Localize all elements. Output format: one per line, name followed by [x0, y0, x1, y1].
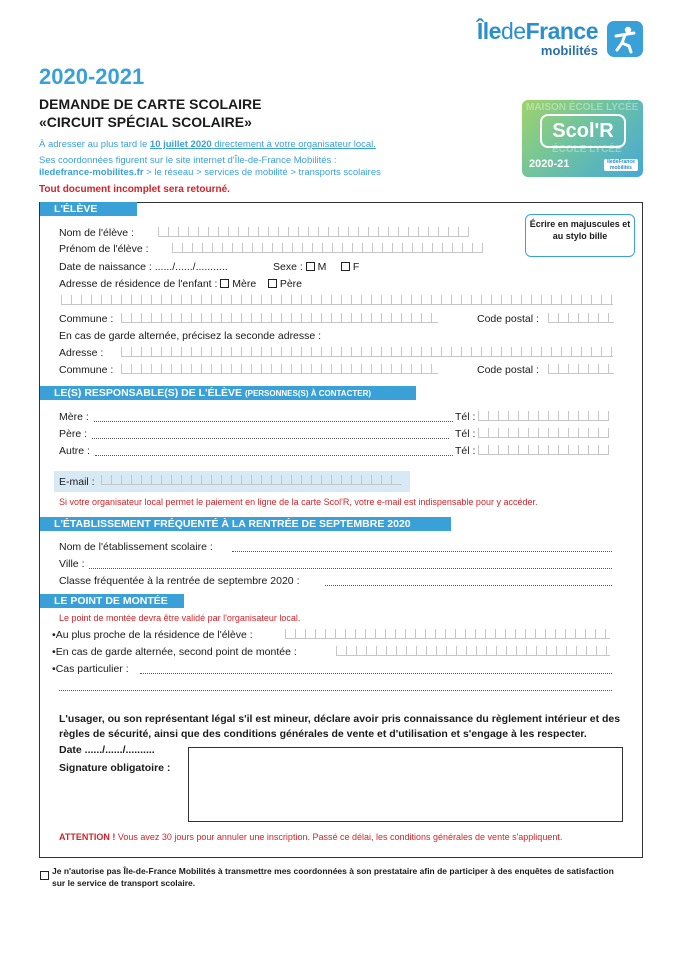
sexe-label: Sexe :: [273, 261, 303, 273]
signature-label: Signature obligatoire :: [59, 762, 171, 774]
attention-note: [59, 832, 562, 842]
sexe-f-label: F: [352, 261, 360, 273]
website-breadcrumb: > le réseau > services de mobilité > transports scolaires: [143, 167, 381, 178]
adresse-field[interactable]: [61, 295, 613, 305]
prenom-field[interactable]: [172, 243, 483, 253]
person-running-icon: [607, 21, 643, 57]
proche-label: •Au plus proche de la résidence de l'élève :: [52, 629, 253, 641]
page-title: DEMANDE DE CARTE SCOLAIRE: [39, 96, 262, 112]
commune2-label: Commune :: [59, 364, 114, 376]
garde-label: En cas de garde alternée, précisez la seconde adresse :: [59, 330, 322, 342]
optout-checkbox[interactable]: [40, 866, 49, 884]
garde-montee-text: En cas de garde alternée, second point de montée :: [55, 646, 297, 658]
pere-label: Père: [279, 278, 303, 290]
attention-text: Vous avez 30 jours pour annuler une inscription. Passé ce délai, les conditions générales de vente s'appliquent.: [115, 832, 563, 842]
commune-field[interactable]: [121, 313, 438, 323]
responsables-title: LE(S) RESPONSABLE(S) DE L'ÉLÈVE: [54, 387, 243, 399]
tel-mere-label: Tél :: [455, 411, 476, 423]
email-note: Si votre organisateur local permet le paiement en ligne de la carte Scol'R, votre e-mail est indispensable pour y accéder.: [59, 497, 538, 507]
adresse2-field[interactable]: [121, 347, 613, 357]
commune2-field[interactable]: [121, 364, 438, 374]
etab-nom-label: Nom de l'établissement scolaire :: [59, 541, 213, 553]
code-postal2-label: Code postal :: [477, 364, 539, 376]
logo-ile: Île: [476, 18, 501, 44]
ville-label: Ville :: [59, 558, 85, 570]
resp-autre-label: Autre :: [59, 445, 90, 457]
pere-checkbox[interactable]: [268, 279, 277, 288]
classe-label: Classe fréquentée à la rentrée de septembre 2020 :: [59, 575, 300, 587]
logo-subtitle: mobilités: [540, 43, 598, 58]
code-postal-field[interactable]: [548, 313, 614, 323]
mere-label: Mère: [232, 278, 257, 290]
adresse2-label: Adresse :: [59, 347, 104, 359]
adresse-group: [59, 278, 302, 290]
resp-mere-label: Mère :: [59, 411, 89, 423]
resp-pere-label: Père :: [59, 428, 88, 440]
card-year: 2020-21: [529, 158, 570, 170]
signature-box[interactable]: [188, 747, 623, 822]
tel-pere-label: Tél :: [455, 428, 476, 440]
deadline-info: [39, 139, 376, 150]
proche-text: Au plus proche de la résidence de l'élève :: [55, 629, 253, 641]
montee-note: Le point de montée devra être validé par l'organisateur local.: [59, 613, 301, 623]
tel-autre-label: Tél :: [455, 445, 476, 457]
naissance-field[interactable]: Date de naissance : ....../....../...........: [59, 261, 228, 273]
deadline-date: 10 juillet 2020: [149, 139, 212, 150]
nom-field[interactable]: [158, 227, 469, 237]
code-postal-label: Code postal :: [477, 313, 539, 325]
card-bg-text-2: ÉCOLE LYCÉE: [552, 144, 622, 155]
sexe-f-checkbox[interactable]: [341, 262, 350, 271]
tel-pere-field[interactable]: [478, 428, 609, 438]
garde-montee-field[interactable]: [336, 646, 610, 656]
date-field[interactable]: Date ....../....../..........: [59, 744, 155, 756]
deadline-prefix: À adresser au plus tard le: [39, 139, 150, 150]
card-mini-logo: ÎledeFrance mobilités: [604, 159, 638, 171]
scolr-logo: Scol'R: [540, 114, 626, 148]
website-link[interactable]: iledefrance-mobilites.fr: [39, 167, 144, 178]
mere-checkbox[interactable]: [220, 279, 229, 288]
caps-note: Écrire en majuscules et au stylo bille: [525, 214, 635, 257]
deadline-suffix: directement à votre organisateur local.: [211, 139, 376, 150]
email-label: E-mail :: [59, 476, 95, 488]
sexe-group: [273, 261, 359, 273]
tel-mere-field[interactable]: [478, 411, 609, 421]
brand-logo: [458, 20, 598, 57]
logo-france: France: [525, 18, 598, 44]
resp-mere-field[interactable]: [94, 413, 453, 422]
section-etablissement: L'ÉTABLISSEMENT FRÉQUENTÉ À LA RENTRÉE DE SEPTEMBRE 2020: [40, 517, 451, 531]
scolr-card-image: [522, 100, 643, 177]
garde-montee-label: •En cas de garde alternée, second point de montée :: [52, 646, 297, 658]
incomplete-warning: Tout document incomplet sera retourné.: [39, 184, 230, 195]
contact-info: Ses coordonnées figurent sur le site internet d'Île-de-France Mobilités :: [39, 155, 337, 166]
resp-autre-field[interactable]: [95, 447, 453, 456]
resp-pere-field[interactable]: [92, 430, 449, 439]
section-responsables: [40, 386, 416, 400]
adresse-label: Adresse de résidence de l'enfant :: [59, 278, 218, 290]
proche-field[interactable]: [285, 629, 610, 639]
particulier-label: •Cas particulier :: [52, 663, 129, 675]
etab-nom-field[interactable]: [232, 543, 612, 552]
school-year: 2020-2021: [39, 64, 145, 89]
declaration-text: L'usager, ou son représentant légal s'il est mineur, déclare avoir pris connaissance du règlement intérieur et des règles de sécurité, ainsi que des conditions générales de vente et d'utilisation et s'engage à les respecter.: [59, 713, 621, 740]
sexe-m-label: M: [317, 261, 327, 273]
optout-text: Je n'autorise pas Île-de-France Mobilités à transmettre mes coordonnées à son prestataire afin de participer à des enquêtes de satisfaction sur le service de transport scolaire.: [52, 866, 614, 888]
logo-de: de: [500, 18, 526, 44]
code-postal2-field[interactable]: [548, 364, 614, 374]
website-path: [39, 167, 381, 178]
nom-label: Nom de l'élève :: [59, 227, 134, 239]
email-field[interactable]: [101, 475, 401, 485]
section-eleve: L'ÉLÈVE: [40, 202, 137, 216]
page-subtitle: «CIRCUIT SPÉCIAL SCOLAIRE»: [39, 114, 252, 130]
prenom-label: Prénom de l'élève :: [59, 243, 149, 255]
particulier-text: Cas particulier :: [55, 663, 129, 675]
commune-label: Commune :: [59, 313, 114, 325]
section-point-montee: LE POINT DE MONTÉE: [40, 594, 184, 608]
card-bg-text: MAISON ÉCOLE LYCÉE: [526, 102, 639, 113]
sexe-m-checkbox[interactable]: [306, 262, 315, 271]
ville-field[interactable]: [89, 560, 612, 569]
particulier-field-2[interactable]: [59, 682, 612, 691]
attention-label: ATTENTION !: [59, 832, 116, 842]
particulier-field[interactable]: [140, 665, 612, 674]
responsables-subtitle: (PERSONNES(S) À CONTACTER): [244, 389, 372, 398]
tel-autre-field[interactable]: [478, 445, 609, 455]
classe-field[interactable]: [325, 577, 612, 586]
